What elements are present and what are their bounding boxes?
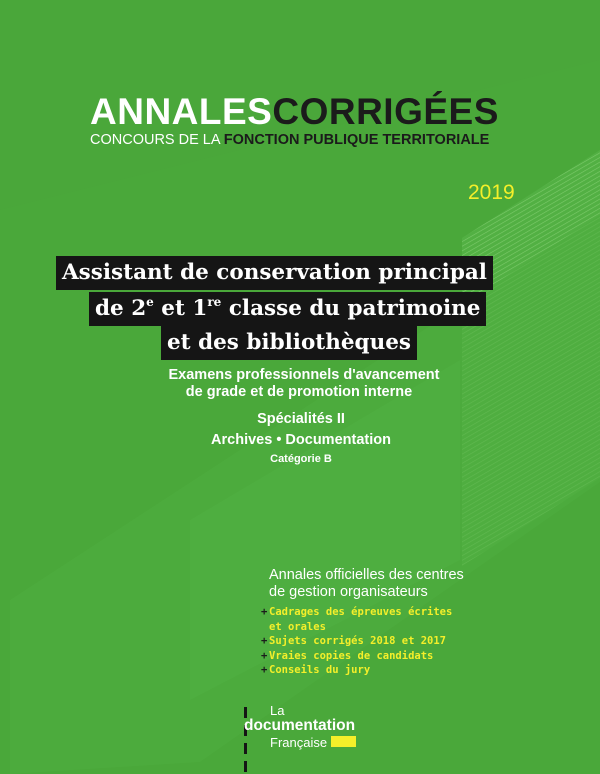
barcode-stripes-icon bbox=[244, 705, 249, 774]
title-line-2-c: classe du patrimoine bbox=[221, 296, 481, 321]
list-item-text: Cadrages des épreuves écrites bbox=[269, 606, 453, 618]
series-subtitle-part2: FONCTION PUBLIQUE TERRITORIALE bbox=[223, 132, 490, 148]
publisher-francaise: Française bbox=[270, 735, 328, 750]
publisher-yellow-block bbox=[331, 736, 356, 747]
series-subtitle-part1: CONCOURS DE LA bbox=[90, 132, 224, 148]
series-title-word1: ANNALES bbox=[90, 91, 273, 132]
list-item-text: Vraies copies de candidats bbox=[269, 649, 434, 662]
specialty-label: Spécialités II bbox=[257, 411, 345, 427]
list-item-text: Sujets corrigés 2018 et 2017 bbox=[269, 635, 447, 647]
title-line-3: et des bibliothèques bbox=[161, 326, 417, 360]
series-title-word2: CORRIGÉES bbox=[272, 91, 499, 132]
title-line-2-a: de 2 bbox=[95, 296, 147, 321]
series-brand bbox=[90, 93, 499, 148]
title-line-2 bbox=[89, 292, 486, 326]
plus-icon: + bbox=[261, 664, 268, 676]
title-sup-1: e bbox=[146, 294, 154, 309]
series-title bbox=[90, 93, 499, 130]
list-item bbox=[261, 663, 452, 678]
subtitle-line-2: de grade et de promotion interne bbox=[185, 384, 413, 400]
specialty-names: Archives • Documentation bbox=[211, 432, 391, 448]
list-item-continuation: et orales bbox=[269, 620, 326, 633]
category-label: Catégorie B bbox=[270, 453, 332, 465]
subtitle-line-1: Examens professionnels d'avancement bbox=[168, 367, 440, 383]
list-item bbox=[261, 634, 452, 649]
list-item bbox=[261, 605, 452, 620]
plus-icon: + bbox=[261, 635, 268, 647]
annales-description bbox=[269, 567, 464, 601]
title-sup-2: re bbox=[207, 294, 222, 309]
publisher-name: documentation bbox=[244, 717, 356, 734]
list-item bbox=[261, 649, 452, 664]
publisher-la: La bbox=[270, 703, 285, 718]
series-subtitle bbox=[90, 132, 499, 148]
annales-line-2: de gestion organisateurs bbox=[269, 584, 428, 600]
plus-icon: + bbox=[261, 649, 268, 662]
feature-list bbox=[261, 605, 452, 678]
title-line-2-b: et 1 bbox=[153, 296, 208, 321]
list-item-text: Conseils du jury bbox=[269, 664, 371, 676]
annales-line-1: Annales officielles des centres bbox=[269, 567, 464, 583]
plus-icon: + bbox=[261, 606, 268, 618]
edition-year: 2019 bbox=[468, 181, 515, 204]
title-line-1: Assistant de conservation principal bbox=[56, 256, 493, 290]
